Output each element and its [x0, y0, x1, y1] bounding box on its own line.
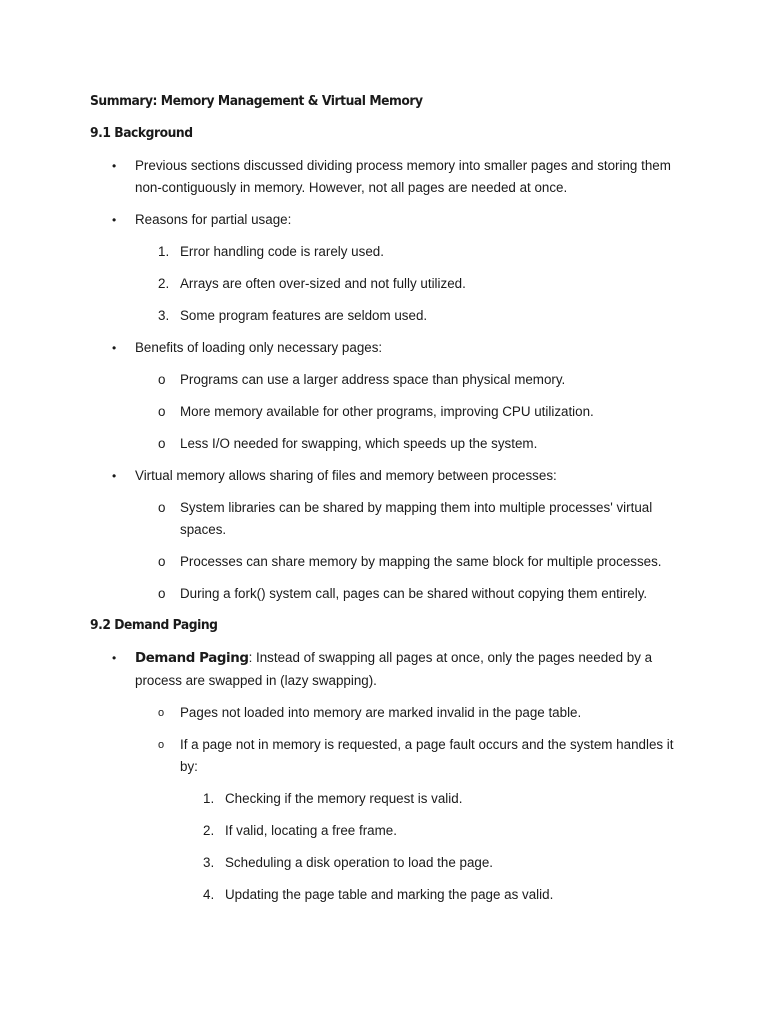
list-item-text: Reasons for partial usage: — [135, 212, 292, 227]
bullet-marker: • — [112, 159, 117, 173]
number-marker: 1. — [203, 791, 215, 806]
number-marker: 2. — [203, 823, 215, 838]
numbered-item — [90, 884, 680, 906]
numbered-item-text: Updating the page table and marking the page as valid. — [225, 887, 554, 902]
circle-marker: o — [158, 707, 165, 719]
number-marker: 1. — [158, 244, 170, 259]
sub-list-item — [90, 551, 680, 573]
list-item-text: : Instead of swapping all pages at once, only the pages needed by a process are swapped in (lazy swapping). — [135, 650, 653, 688]
numbered-item — [90, 820, 680, 842]
numbered-item-text: Error handling code is rarely used. — [180, 244, 384, 259]
circle-marker: o — [158, 739, 165, 751]
section-heading-background: 9.1 Background — [90, 126, 193, 141]
sub-list-item — [90, 734, 680, 778]
bullet-marker: • — [112, 469, 117, 483]
circle-marker: o — [158, 586, 166, 601]
sub-list-item — [90, 497, 680, 541]
sub-list-item-text: Programs can use a larger address space than physical memory. — [180, 372, 566, 387]
sub-list-item — [90, 583, 680, 605]
numbered-item — [90, 241, 680, 263]
sub-list-item — [90, 401, 680, 423]
sub-list-item-text: If a page not in memory is requested, a page fault occurs and the system handles it by: — [180, 737, 674, 774]
sub-list-item — [90, 702, 680, 724]
list-item — [90, 155, 680, 199]
sub-list-item — [90, 433, 680, 455]
circle-marker: o — [158, 554, 166, 569]
numbered-item — [90, 788, 680, 810]
sub-list-item-text: Pages not loaded into memory are marked invalid in the page table. — [180, 705, 582, 720]
sub-list-item-text: During a fork() system call, pages can be shared without copying them entirely. — [180, 586, 648, 601]
circle-marker: o — [158, 436, 166, 451]
bullet-marker: • — [112, 213, 117, 227]
numbered-item-text: Some program features are seldom used. — [180, 308, 428, 323]
circle-marker: o — [158, 372, 166, 387]
list-item-text: Virtual memory allows sharing of files and memory between processes: — [135, 468, 557, 483]
number-marker: 2. — [158, 276, 170, 291]
number-marker: 4. — [203, 887, 215, 902]
numbered-item-text: Arrays are often over-sized and not fully utilized. — [180, 276, 466, 291]
document-title: Summary: Memory Management & Virtual Memory — [90, 94, 423, 109]
list-item — [90, 209, 680, 231]
numbered-item — [90, 273, 680, 295]
list-item — [90, 465, 680, 487]
bullet-marker: • — [112, 341, 117, 355]
term-label: Demand Paging — [135, 651, 249, 666]
sub-list-item-text: System libraries can be shared by mapping them into multiple processes' virtual spaces. — [180, 500, 653, 537]
section-heading-demand-paging: 9.2 Demand Paging — [90, 618, 218, 633]
circle-marker: o — [158, 500, 166, 515]
bullet-marker: • — [112, 651, 117, 665]
numbered-item — [90, 852, 680, 874]
circle-marker: o — [158, 404, 166, 419]
list-item-text: Previous sections discussed dividing process memory into smaller pages and storing them non-contiguously in memory. However, not all pages are needed at once. — [135, 158, 671, 195]
numbered-item-text: Checking if the memory request is valid. — [225, 791, 463, 806]
numbered-item-text: Scheduling a disk operation to load the page. — [225, 855, 494, 870]
sub-list-item-text: More memory available for other programs, improving CPU utilization. — [180, 404, 594, 419]
sub-list-item-text: Less I/O needed for swapping, which speeds up the system. — [180, 436, 538, 451]
document-body — [90, 91, 680, 916]
numbered-item — [90, 305, 680, 327]
list-item — [90, 647, 680, 692]
number-marker: 3. — [158, 308, 170, 323]
numbered-item-text: If valid, locating a free frame. — [225, 823, 397, 838]
number-marker: 3. — [203, 855, 215, 870]
list-item — [90, 337, 680, 359]
sub-list-item — [90, 369, 680, 391]
list-item-text: Benefits of loading only necessary pages: — [135, 340, 383, 355]
sub-list-item-text: Processes can share memory by mapping the same block for multiple processes. — [180, 554, 662, 569]
